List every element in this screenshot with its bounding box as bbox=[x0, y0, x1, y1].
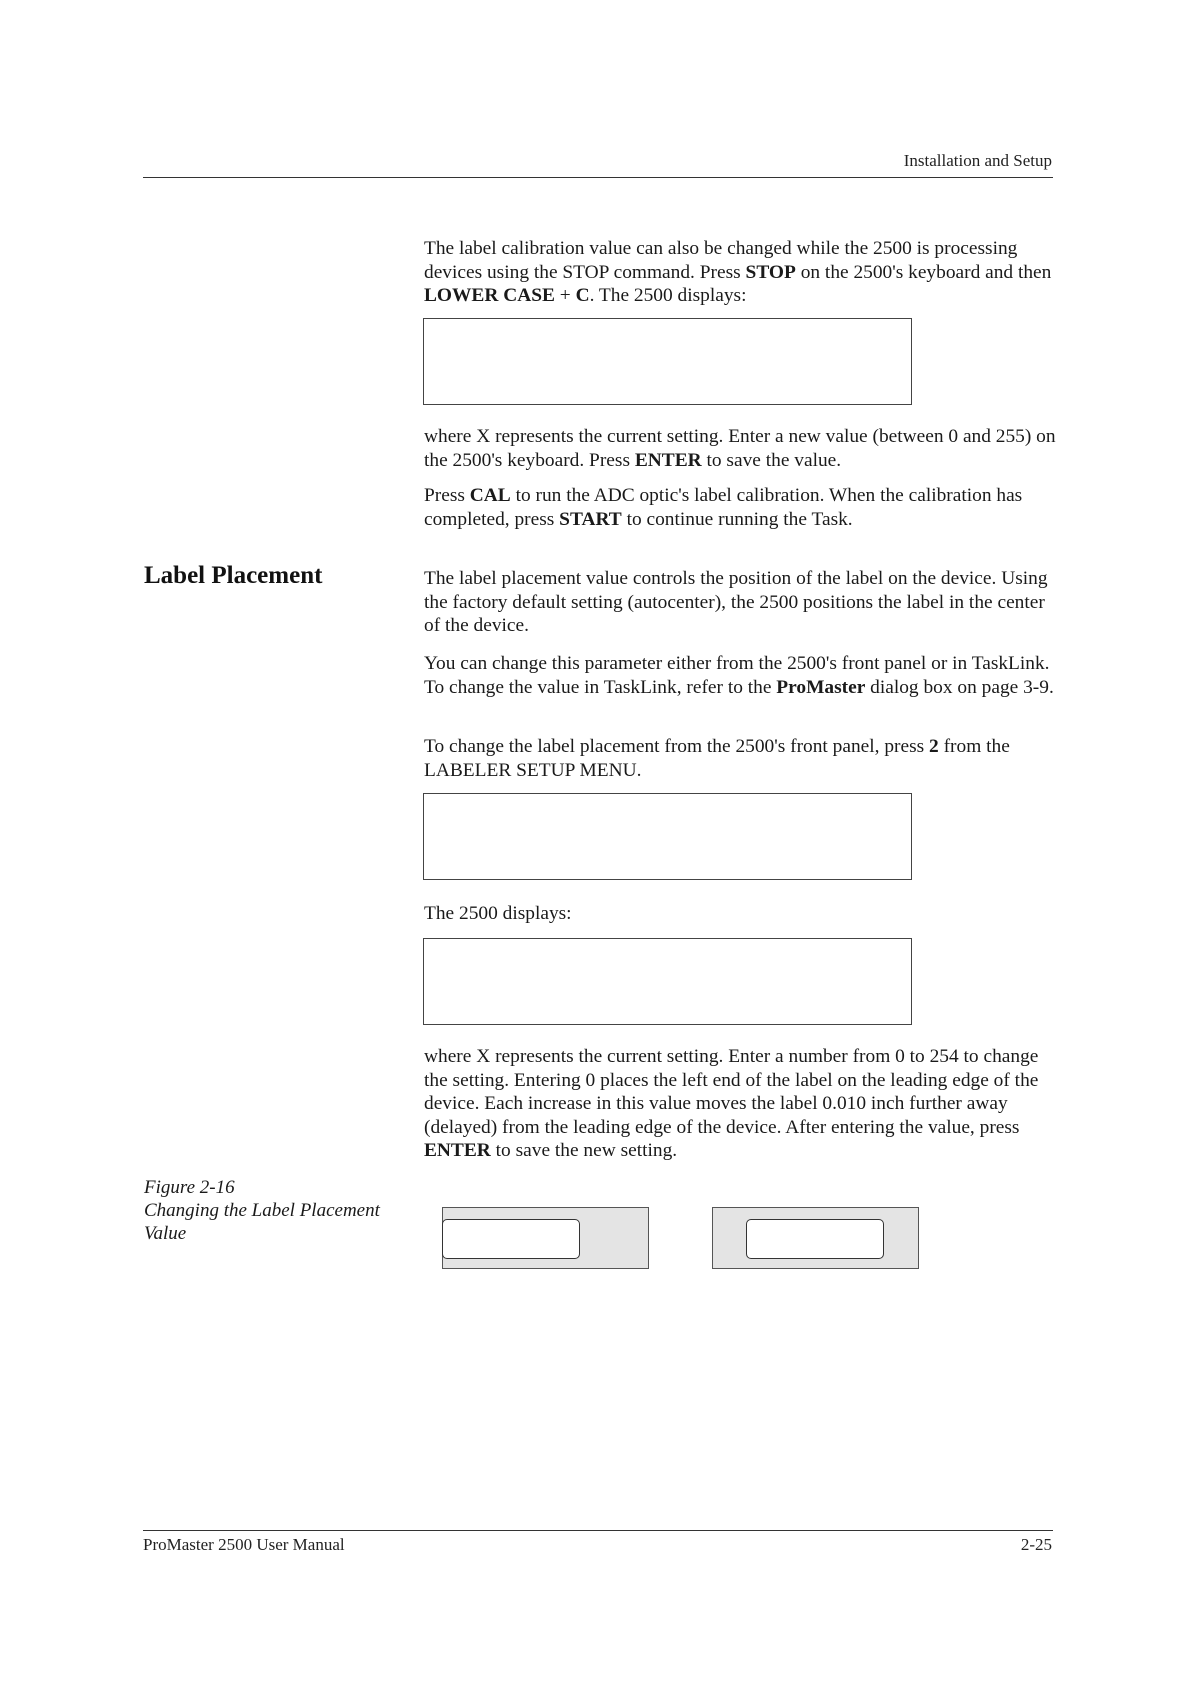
text-run: to continue running the Task. bbox=[621, 508, 853, 530]
text-run: where X represents the current setting. Enter a number from 0 to 254 to change the setting. Entering 0 places the left end of the label on the leading edge of the device. Each increase in this value moves the label 0.010 inch further away (delayed) from the leading edge of the device. After entering the value, press bbox=[424, 1046, 1039, 1138]
text-run: Press bbox=[424, 485, 470, 506]
label-placement-paragraph-4 bbox=[424, 902, 1056, 926]
device-centered-label bbox=[712, 1207, 919, 1269]
text-run: The 2500 displays: bbox=[424, 903, 572, 924]
figure-title-line-2: Value bbox=[144, 1223, 187, 1244]
header-rule bbox=[143, 177, 1053, 178]
label-placement-paragraph-5 bbox=[424, 1045, 1056, 1163]
label-on-device bbox=[442, 1219, 580, 1259]
label-on-device bbox=[746, 1219, 884, 1259]
figure-caption bbox=[144, 1176, 404, 1245]
text-run: where X represents the current setting. Enter a new value (between 0 and 255) on the 2500's keyboard. Press bbox=[424, 426, 1056, 471]
figure-number: Figure 2-16 bbox=[144, 1177, 235, 1198]
key-start: START bbox=[559, 508, 622, 530]
text-run: To change the label placement from the 2500's front panel, press bbox=[424, 736, 930, 757]
key-stop: STOP bbox=[745, 261, 796, 283]
text-run: You can change this parameter either from the 2500's front panel or in TaskLink. To change the value in TaskLink, refer to the bbox=[424, 653, 1050, 698]
display-screen-calibration bbox=[423, 318, 912, 405]
text-run: The label placement value controls the position of the label on the device. Using the factory default setting (autocenter), the 2500 positions the label in the center of the device. bbox=[424, 568, 1048, 636]
figure-title-line-1: Changing the Label Placement bbox=[144, 1200, 380, 1221]
footer-rule bbox=[143, 1530, 1053, 1531]
intro-paragraph-1 bbox=[424, 237, 1056, 308]
key-enter: ENTER bbox=[424, 1140, 491, 1161]
section-heading: Label Placement bbox=[144, 562, 323, 589]
text-run: . The 2500 displays: bbox=[589, 285, 747, 306]
key-2: 2 bbox=[929, 736, 939, 757]
text-run: to run the ADC optic's label calibration. When the calibration has completed, press bbox=[424, 485, 1023, 530]
footer-manual-title: ProMaster 2500 User Manual bbox=[143, 1535, 345, 1554]
intro-paragraph-2 bbox=[424, 425, 1056, 472]
running-header: Installation and Setup bbox=[903, 151, 1052, 170]
device-left-aligned-label bbox=[442, 1207, 649, 1269]
key-c: C bbox=[575, 285, 590, 306]
text-run: to save the new setting. bbox=[490, 1140, 678, 1161]
text-run: The label calibration value can also be changed while the 2500 is processing devices using the STOP command. Press bbox=[424, 238, 1018, 283]
text-run: + bbox=[554, 285, 576, 306]
key-cal: CAL bbox=[469, 485, 511, 506]
label-placement-paragraph-2 bbox=[424, 652, 1056, 699]
label-placement-paragraph-3 bbox=[424, 735, 1056, 782]
label-placement-paragraph-1 bbox=[424, 567, 1056, 638]
text-run: to save the value. bbox=[701, 449, 842, 471]
promaster-reference: ProMaster bbox=[776, 676, 866, 698]
key-lower-case: LOWER CASE bbox=[424, 285, 555, 306]
text-run: from the LABELER SETUP MENU. bbox=[424, 736, 1010, 781]
footer-page-number: 2-25 bbox=[1020, 1535, 1052, 1554]
display-screen-label-placement bbox=[423, 938, 912, 1025]
text-run: on the 2500's keyboard and then bbox=[795, 261, 1052, 283]
text-run: dialog box on page 3-9. bbox=[865, 676, 1054, 698]
intro-paragraph-3 bbox=[424, 484, 1056, 531]
key-enter: ENTER bbox=[634, 449, 702, 471]
display-screen-labeler-setup-menu bbox=[423, 793, 912, 880]
